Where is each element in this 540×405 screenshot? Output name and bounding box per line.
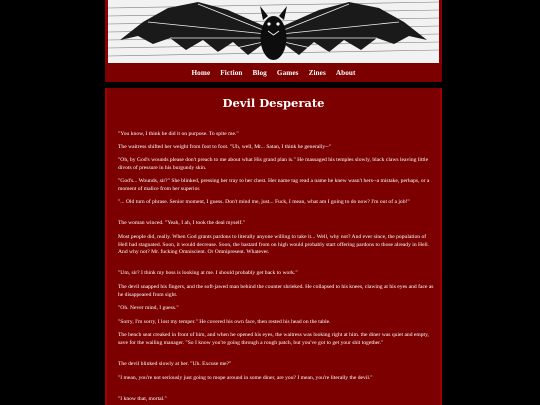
story-paragraph: "Oh, by God's wounds please don't preach to me about what His grand plan is." He massaged his temples slowly, black claws leaving little divots of pressure in his burgundy skin. <box>118 157 429 171</box>
story-paragraph: The woman winced. "Yeah, I ah, I took the deal myself." <box>118 220 246 226</box>
story-paragraph: "I know that, mortal." <box>118 396 167 402</box>
nav-link-games[interactable]: Games <box>276 68 299 77</box>
story-paragraph: The bench seat creaked in front of him, and when he opened his eyes, the waitress was looking right at him. the diner was quiet and empty, save for the wailing manager. "So I know you're going through a rough patch, but you've got to get your shit together." <box>118 332 429 346</box>
story-paragraph: "Sorry, I'm sorry, I lost my temper." He covered his own face, then rested his head on the table. <box>118 319 331 325</box>
nav-link-blog[interactable]: Blog <box>252 68 267 77</box>
story-paragraph: The waitress shifted her weight from foot to foot. "Uh, well, Mr... Satan, I think he generally--" <box>118 144 332 150</box>
story-paragraph: "You know, I think he did it on purpose. To spite me." <box>118 131 239 137</box>
main-nav <box>105 63 442 82</box>
header-banner <box>105 0 442 63</box>
nav-link-about[interactable]: About <box>335 68 356 77</box>
story-paragraph: The devil blinked slowly at her. "Uh. Excuse me?" <box>118 361 232 367</box>
story-paragraph: "I mean, you're not seriously just going to mope around in some diner, are you? I mean, you're literally the devil." <box>118 375 373 381</box>
story-paragraph: Most people did, really. When God grants pardons to literally anyone willing to take it... Well, why not? And ever since, the population of Hell had stagnated. Soon, it would decrease. Soon, the bastard from on high would probably start offering pardons to those already in Hell. And why not? Mr. fucking Omniscient. Or Omnipresent. Whatever. <box>118 234 430 256</box>
story-paragraph: The devil snapped his fingers, and the soft-jawed man behind the counter shrieked. He collapsed to his knees, clawing at his eyes and face as he disappeared from sight. <box>118 284 434 298</box>
story-title: Devil Desperate <box>222 96 325 110</box>
story-paragraph: "Um, sir? I think my boss is looking at me. I should probably get back to work." <box>118 270 298 276</box>
story-paragraph: "God's... Wounds, sir?" She blinked, pressing her tray to her chest. Her name tag read a name he knew wasn't hers--a mistake, perhaps, or a moment of malice from her superior. <box>118 178 430 192</box>
story-paragraph: "Oh. Never mind, I guess." <box>118 305 179 311</box>
nav-link-home[interactable]: Home <box>191 68 211 77</box>
story-panel <box>105 88 442 405</box>
bat-demon-illustration <box>108 0 439 63</box>
nav-link-zines[interactable]: Zines <box>308 68 326 77</box>
story-paragraph: "... Old turn of phrase. Senior moment, I guess. Don't mind me, just... Fuck, I mean, what am I going to do now? I'm out of a job!" <box>118 199 410 205</box>
nav-link-fiction[interactable]: Fiction <box>220 68 243 77</box>
